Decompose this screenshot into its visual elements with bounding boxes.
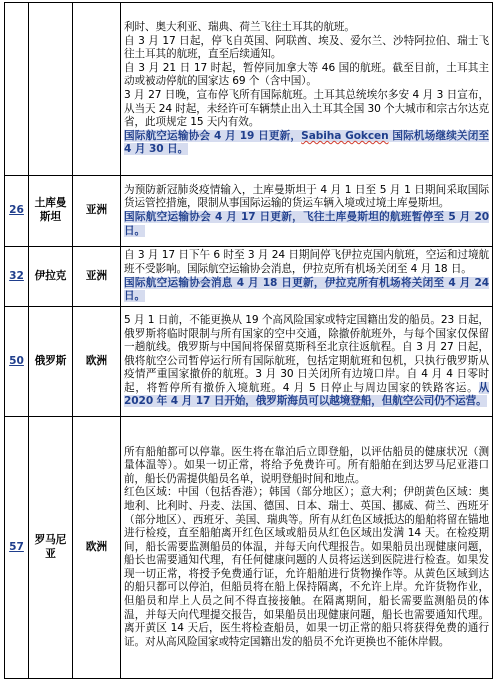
- country-cell: 俄罗斯: [29, 307, 73, 417]
- region-cell: 欧洲: [73, 307, 121, 417]
- measures-cell: [121, 247, 493, 307]
- document-page: [4, 2, 492, 679]
- table-row: [5, 247, 493, 307]
- region-cell: 亚洲: [73, 176, 121, 247]
- table-row: [5, 176, 493, 247]
- country-cell: 罗马尼亚: [29, 417, 73, 679]
- update-note-text: 国际机场继续关闭至 4 月 30 日。: [124, 129, 490, 156]
- row-number-cell: 26: [5, 176, 29, 247]
- table-row: [5, 417, 493, 679]
- update-note-text: 国际航空运输协会 4 月 19 日更新，: [124, 129, 302, 142]
- airport-name: Sabiha Gokcen: [301, 129, 389, 142]
- measures-cell: [121, 307, 493, 417]
- measure-paragraph: 3 月 27 日晚，宣布停飞所有国际航班。土耳其总统埃尔多安 4 月 3 日宣布，从当天 24 时起，未经许可车辆禁止出入土耳其全国 30 个大城市和宗古尔达克省，此项规定 15 天内有效。: [124, 89, 489, 129]
- update-note-text: 国际航空运输协会 4 月 17 日更新，飞往土库曼斯坦的航班暂停至 5 月 20 日。: [124, 211, 489, 237]
- country-cell: 土库曼斯坦: [29, 176, 73, 247]
- table-row: [5, 307, 493, 417]
- measure-paragraph: 自 3 月 21 日 17 时起，暂停同加拿大等 46 国的航班。截至目前，土耳其主动或被动停航的国家达 69 个（含中国）。: [124, 61, 489, 88]
- row-number-cell: [5, 3, 29, 176]
- row-number-cell: 32: [5, 247, 29, 307]
- region-cell: 亚洲: [73, 247, 121, 307]
- country-cell: [29, 3, 73, 176]
- region-cell: 欧洲: [73, 417, 121, 679]
- measure-paragraph: 自 3 月 17 日下午 6 时至 3 月 24 日期间停飞伊拉克国内航班，空运和过境航班不受影响。国际航空运输协会消息，伊拉克所有机场关闭至 4 月 18 日。: [124, 249, 489, 275]
- measure-paragraph: 自 3 月 17 日起，停飞自英国、阿联酋、埃及、爱尔兰、沙特阿拉伯、瑞士飞往土耳其的航班，直至后续通知。: [124, 34, 489, 61]
- country-cell: 伊拉克: [29, 247, 73, 307]
- measure-paragraph: 为预防新冠肺炎疫情输入，土库曼斯坦于 4 月 1 日至 5 月 1 日期间采取国际货运管控措施，限制从事国际运输的货运车辆入境或过境土库曼斯坦。: [124, 183, 489, 210]
- row-number-cell: 50: [5, 307, 29, 417]
- measure-paragraph: 所有船舶都可以停靠。医生将在靠泊后立即登船，以评估船员的健康状况（测量体温等）。如果一切正常，将给予免费许可。所有船舶在到达罗马尼亚港口前，船长仍需提供船员名单，说明登船时间和地点。: [124, 445, 489, 485]
- update-note-text: 国际航空运输协会消息 4 月 18 日更新，伊拉克所有机场将关闭至 4 月 24 日。: [124, 276, 489, 303]
- measure-paragraph: 利时、奥大利亚、瑞典、荷兰飞往土耳其的航班。: [124, 21, 355, 34]
- region-cell: [73, 3, 121, 176]
- country-measures-table: [4, 2, 493, 679]
- update-note-text: 从 2020 年 4 月 17 日开始，俄罗斯海员可以越境登船，但航空公司仍不运营。: [124, 381, 489, 408]
- measures-cell: [121, 176, 493, 247]
- row-number-cell: 57: [5, 417, 29, 679]
- update-note: [124, 277, 489, 304]
- measure-paragraph: 红色区域：中国（包括香港）；韩国（部分地区）；意大利；伊朗黄色区域：奥地利、比利时、丹麦、法国、德国、日本、瑞士、英国、挪威、荷兰、西班牙（部分地区）、西班牙、美国、瑞典等。所有从红色区域抵达的船舶将留在锚地进行检疫，直至船舶离开红色区域或船员从红色区域出发满 14 天。在检疫期间，船长需要监测船员的体温，并每天向代理报告。如果船员出现健康问题，船长也需要通知代理，有任何健康问题的人员将运送到医院进行检查。如果发现一切正常，将授予免费通行证，允许船舶进行货物操作等。从黄色区域到达的船只都可以停泊，但船员将在船上保持隔离，不允许上岸。允许货物作业，但船员和岸上人员之间不得直接接触。在隔离期间，船长需要监测船员的体温，并每天向代理提交报告，如果船员出现健康问题，船长也需要通知代理。离开黄区 14 天后，医生将检查船员，如果一切正常的船只将获得免费的通行证。对从高风险国家或特定国籍出发的船员不允许更换也不能休岸假。: [124, 486, 489, 648]
- measures-cell: [121, 3, 493, 176]
- update-note: [124, 130, 489, 157]
- table-row: [5, 3, 493, 176]
- measure-paragraph: 5 月 1 日前，不能更换从 19 个高风险国家或特定国籍出发的船员。23 日起，俄罗斯将临时限制与所有国家的空中交通，除撤侨航班外，与每个国家仅保留一趟航线。俄罗斯与中国间将保留莫斯科至北京往返航程。自 3 月 27 日起，俄将航空公司暂停运行所有国际航班，包括定期航班和包机，只执行俄罗斯从疫情严重国家撤侨的航班。3 月 30 日关闭所有边境口岸。自 4 月 4 日零时起，将暂停所有撤侨入境航班。4 月 5 日停止与周边国家的铁路客运。: [124, 313, 489, 394]
- measures-cell: [121, 417, 493, 679]
- update-note: [124, 211, 489, 238]
